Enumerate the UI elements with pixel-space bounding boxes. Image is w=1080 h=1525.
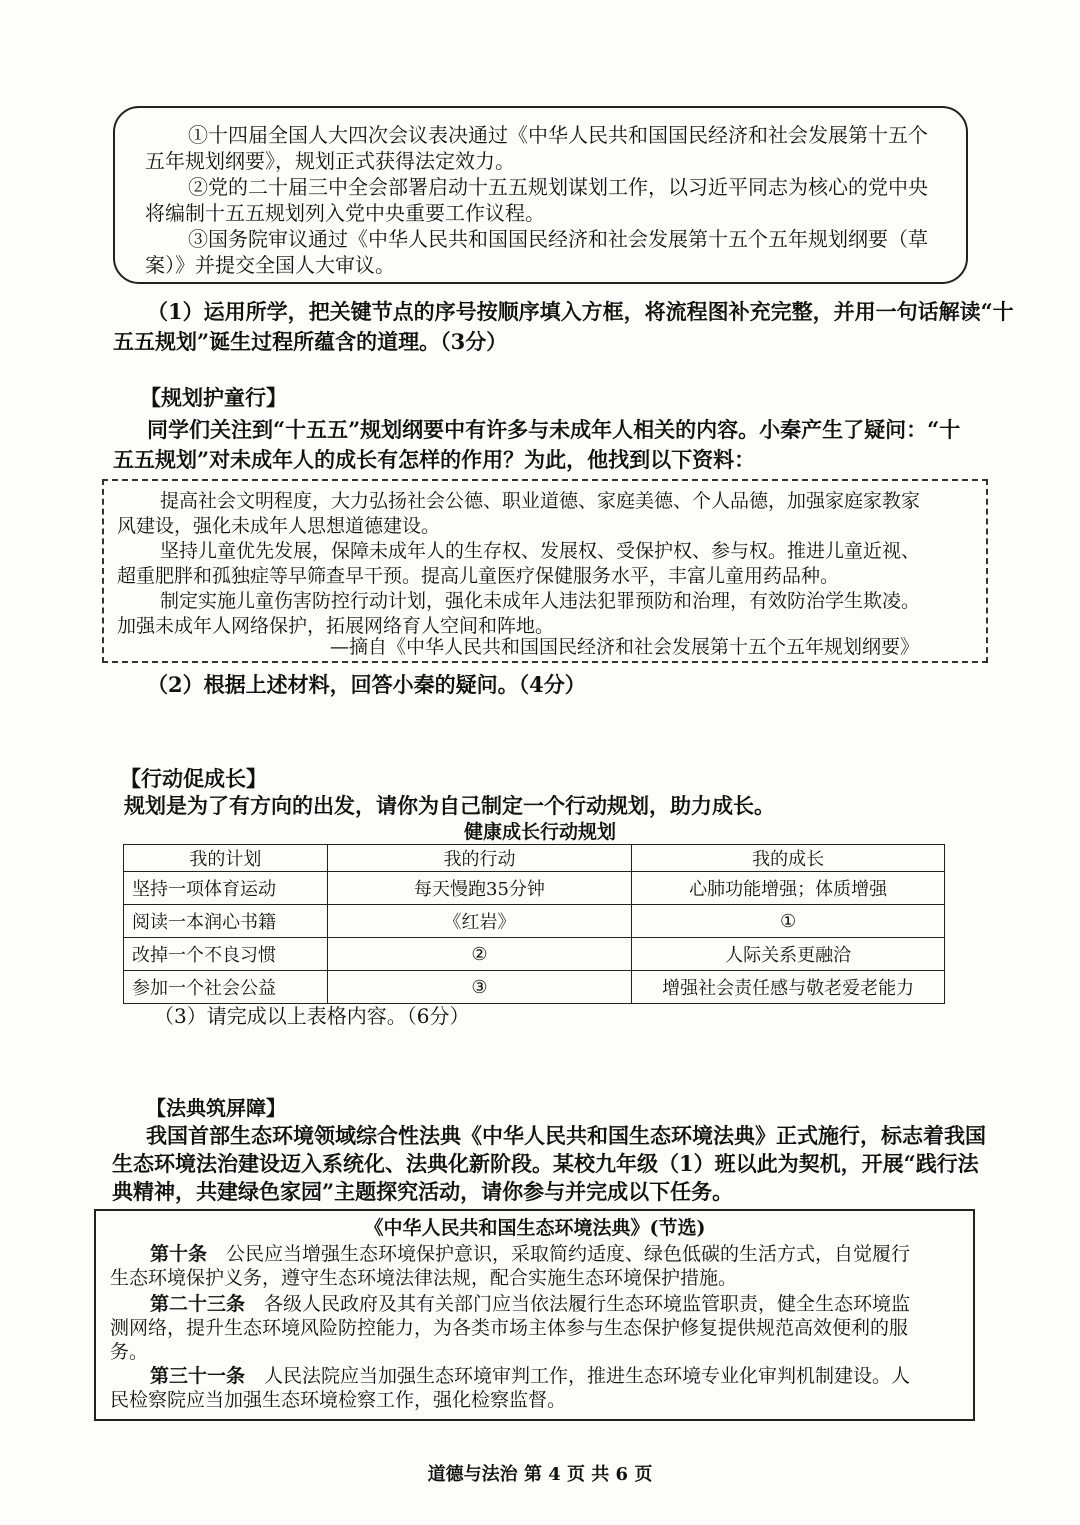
event-2-line2: 将编制十五五规划列入党中央重要工作议程。 (145, 201, 545, 225)
table-title: 健康成长行动规划 (463, 821, 616, 843)
cell-plan: 坚持一项体育运动 (124, 872, 328, 905)
section4-intro-line3: 典精神，共建绿色家园”主题探究活动，请你参与并完成以下任务。 (112, 1179, 734, 1204)
material-line6: 加强未成年人网络保护，拓展网络育人空间和阵地。 (117, 615, 555, 637)
cell-growth: 增强社会责任感与敬老爱老能力 (632, 971, 945, 1004)
section2-intro-line2: 五五规划”对未成年人的成长有怎样的作用？为此，他找到以下资料： (113, 447, 756, 472)
article-text: 各级人民政府及其有关部门应当依法履行生态环境监管职责，健全生态环境监 (245, 1293, 911, 1315)
cell-action-blank-3: ③ (327, 971, 631, 1004)
material-line2: 风建设，强化未成年人思想道德建设。 (117, 515, 441, 537)
article-label: 第二十三条 (150, 1293, 246, 1315)
material-line4: 超重肥胖和孤独症等早筛查早干预。提高儿童医疗保健服务水平，丰富儿童用药品种。 (117, 565, 840, 587)
article-23-line3: 务。 (110, 1341, 149, 1363)
section3-intro: 规划是为了有方向的出发，请你为自己制定一个行动规划，助力成长。 (124, 793, 775, 818)
article-10-line2: 生态环境保护义务，遵守生态环境法律法规，配合实施生态环境保护措施。 (110, 1267, 738, 1289)
cell-action-blank-2: ② (327, 938, 631, 971)
event-2-line1: ②党的二十届三中全会部署启动十五五规划谋划工作，以习近平同志为核心的党中央 (188, 175, 928, 199)
question-1-line1: （1）运用所学，把关键节点的序号按顺序填入方框，将流程图补充完整，并用一句话解读“十 (147, 299, 1014, 324)
article-31-line2: 民检察院应当加强生态环境检察工作，强化检察监督。 (110, 1389, 567, 1411)
section-title-code-barrier: 【法典筑屏障】 (146, 1096, 286, 1120)
table-row (124, 938, 945, 971)
cell-action: 每天慢跑35分钟 (327, 872, 631, 905)
table-row (124, 971, 945, 1004)
cell-growth-blank-1: ① (632, 905, 945, 938)
article-10-line1 (150, 1241, 910, 1267)
section-title-action-growth: 【行动促成长】 (120, 766, 267, 791)
article-31-line1 (150, 1363, 910, 1389)
cell-action: 《红岩》 (327, 905, 631, 938)
cell-plan: 改掉一个不良习惯 (124, 938, 328, 971)
action-plan-table (123, 844, 945, 1004)
material-source: —摘自《中华人民共和国国民经济和社会发展第十五个五年规划纲要》 (330, 636, 920, 658)
article-23-line2: 测网络，提升生态环境风险防控能力，为各类市场主体参与生态保护修复提供规范高效便利的服 (110, 1317, 909, 1339)
cell-plan: 阅读一本润心书籍 (124, 905, 328, 938)
article-text: 公民应当增强生态环境保护意识，采取简约适度、绿色低碳的生活方式，自觉履行 (207, 1243, 911, 1265)
question-2: （2）根据上述材料，回答小秦的疑问。（4分） (147, 672, 586, 697)
table-row (124, 872, 945, 905)
material-line3: 坚持儿童优先发展，保障未成年人的生存权、发展权、受保护权、参与权。推进儿童近视、 (160, 540, 921, 562)
event-1-line2: 五年规划纲要》，规划正式获得法定效力。 (145, 149, 515, 173)
header-action: 我的行动 (327, 845, 631, 872)
event-3-line1: ③国务院审议通过《中华人民共和国国民经济和社会发展第十五个五年规划纲要（草 (188, 227, 928, 251)
table-row (124, 905, 945, 938)
event-1-line1: ①十四届全国人大四次会议表决通过《中华人民共和国国民经济和社会发展第十五个 (188, 123, 928, 147)
cell-plan: 参加一个社会公益 (124, 971, 328, 1004)
article-label: 第十条 (150, 1243, 208, 1265)
section4-intro-line1: 我国首部生态环境领域综合性法典《中华人民共和国生态环境法典》正式施行，标志着我国 (146, 1123, 986, 1148)
page-footer: 道德与法治 第 4 页 共 6 页 (427, 1464, 653, 1485)
cell-growth: 心肺功能增强；体质增强 (632, 872, 945, 905)
header-growth: 我的成长 (632, 845, 945, 872)
article-text: 人民法院应当加强生态环境审判工作，推进生态环境专业化审判机制建设。人 (245, 1365, 911, 1387)
table-header-row (124, 845, 945, 872)
section4-intro-line2: 生态环境法治建设迈入系统化、法典化新阶段。某校九年级（1）班以此为契机，开展“践行法 (112, 1151, 979, 1176)
question-3: （3）请完成以上表格内容。（6分） (154, 1004, 470, 1028)
article-23-line1 (150, 1291, 910, 1317)
material-line5: 制定实施儿童伤害防控行动计划，强化未成年人违法犯罪预防和治理，有效防治学生欺凌。 (160, 590, 921, 612)
question-1-line2: 五五规划”诞生过程所蕴含的道理。（3分） (113, 329, 508, 354)
material-line1: 提高社会文明程度，大力弘扬社会公德、职业道德、家庭美德、个人品德，加强家庭家教家 (160, 490, 921, 512)
cell-growth: 人际关系更融洽 (632, 938, 945, 971)
article-label: 第三十一条 (150, 1365, 246, 1387)
event-3-line2: 案）》并提交全国人大审议。 (145, 253, 395, 277)
header-plan: 我的计划 (124, 845, 328, 872)
section-title-planning-children: 【规划护童行】 (140, 385, 287, 410)
code-excerpt-title: 《中华人民共和国生态环境法典》(节选) (364, 1217, 706, 1239)
section2-intro-line1: 同学们关注到“十五五”规划纲要中有许多与未成年人相关的内容。小秦产生了疑问：“十 (147, 417, 961, 442)
